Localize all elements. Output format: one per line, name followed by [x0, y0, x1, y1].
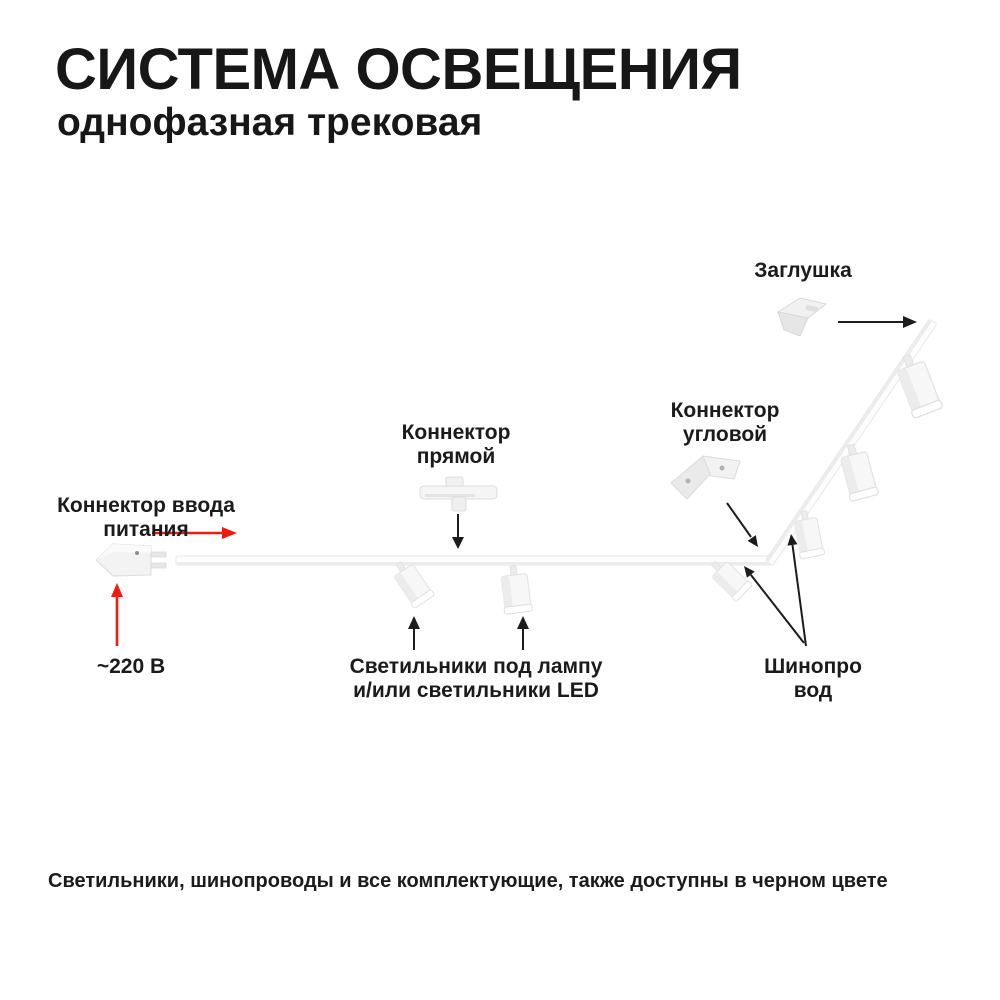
straight-connector-label [356, 421, 556, 468]
end-cap-icon [778, 298, 826, 336]
power-connector-label-line2: питания [103, 517, 189, 541]
corner-connector-label-line2: угловой [682, 422, 768, 446]
track-label [713, 655, 913, 702]
fixtures-label [326, 655, 626, 702]
page-title: СИСТЕМА ОСВЕЩЕНИЯ [55, 37, 742, 102]
availability-note: Светильники, шинопроводы и все комплектующие, также доступны в черном цвете [48, 870, 888, 892]
straight-connector-arrow [452, 514, 464, 549]
corner-connector-icon [671, 456, 740, 499]
straight-connector-label-line2: прямой [416, 444, 496, 468]
spotlight-icon [892, 350, 943, 418]
track-arrow-left [744, 566, 804, 643]
fixtures-label-line2: и/или светильники LED [353, 678, 599, 702]
corner-connector-label-line1: Коннектор [670, 399, 780, 422]
straight-connector-label-line1: Коннектор [401, 421, 511, 444]
fixtures-arrow-left [408, 616, 420, 650]
corner-connector-arrow [727, 503, 758, 547]
end-cap-label-text: Заглушка [754, 259, 852, 282]
voltage-label-text: ~220 В [96, 655, 166, 678]
end-cap-label [703, 259, 903, 283]
horizontal-track [176, 556, 772, 565]
page-subtitle: однофазная трековая [57, 101, 483, 144]
track-label-line2: вод [793, 678, 833, 702]
straight-connector-icon [420, 477, 497, 511]
power-connector-label [46, 494, 246, 541]
fixtures-label-line1: Светильники под лампу [349, 655, 603, 678]
corner-connector-label [625, 399, 825, 446]
fixtures-arrow-right [517, 616, 529, 650]
power-input-connector-icon [96, 544, 166, 576]
voltage-label [31, 655, 231, 679]
end-cap-arrow [838, 316, 917, 328]
track-label-line1: Шинопро [764, 655, 862, 678]
spotlight-icon [499, 564, 533, 614]
voltage-arrow [111, 583, 123, 646]
power-connector-label-line1: Коннектор ввода [57, 494, 235, 517]
